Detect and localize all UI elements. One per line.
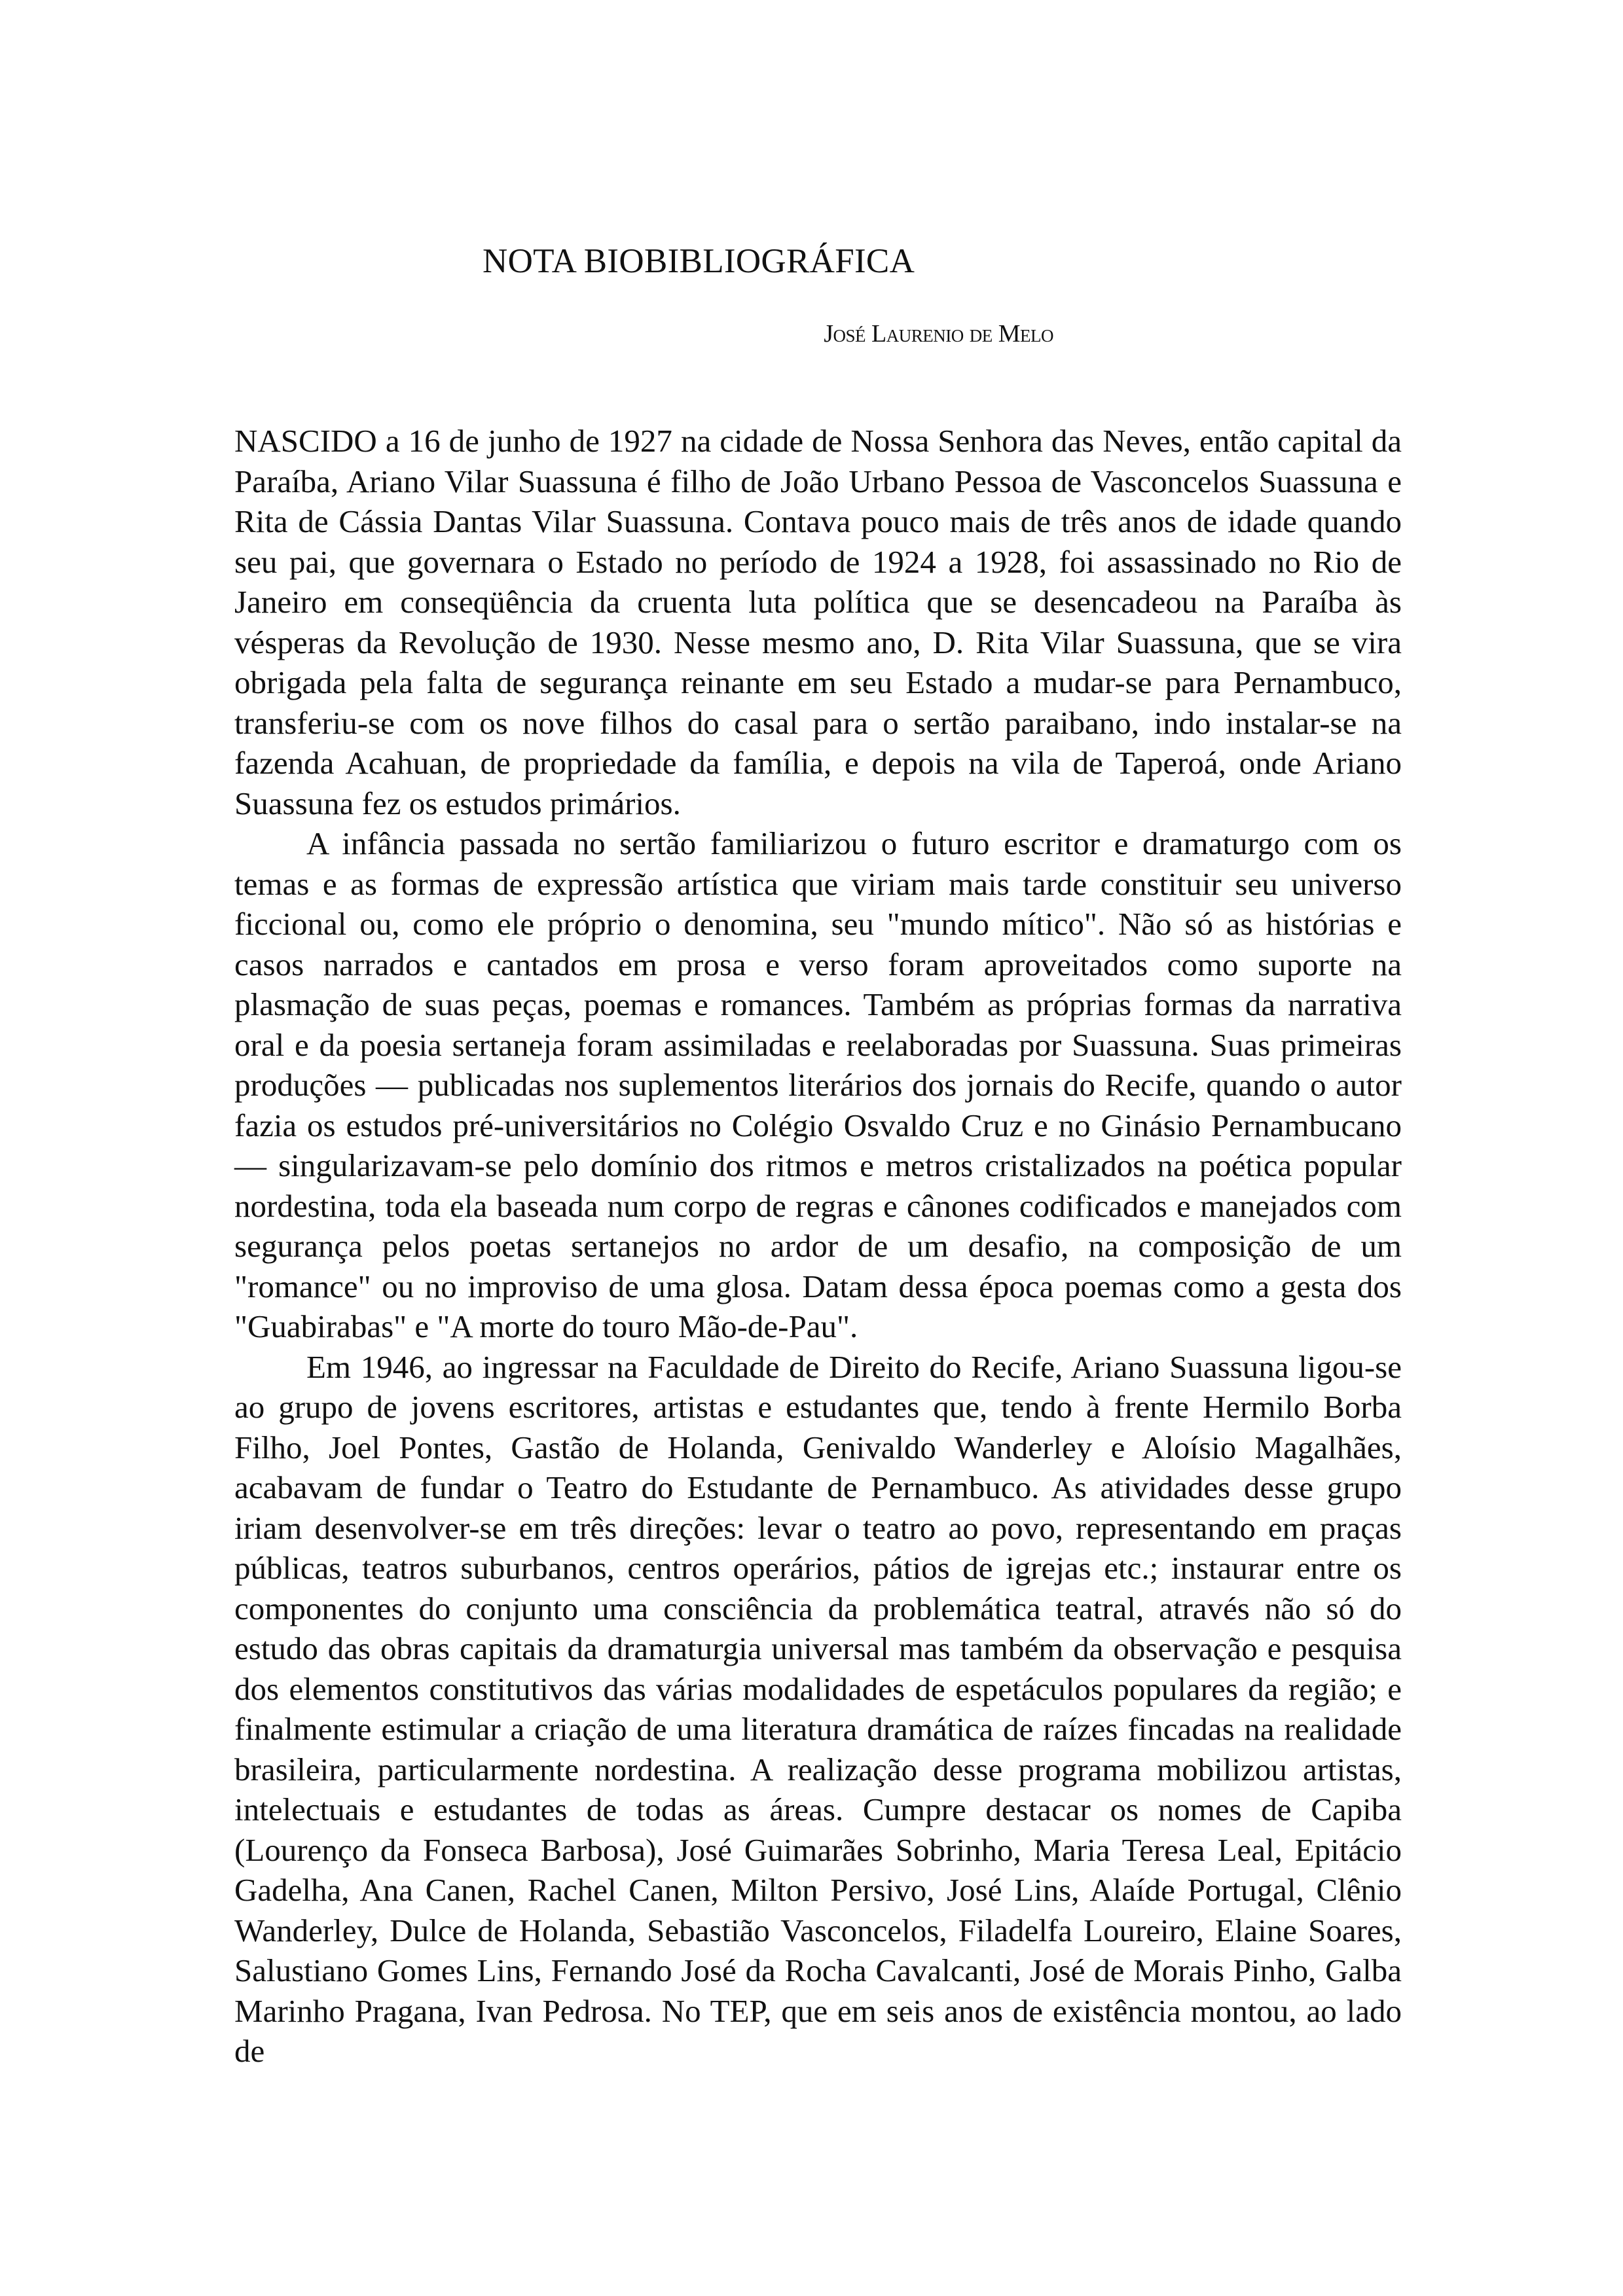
paragraph-3: Em 1946, ao ingressar na Faculdade de Direito do Recife, Ariano Suassuna ligou-se ao grupo de jovens escritores, artistas e estudantes que, tendo à frente Hermilo Borba Filho, Joel Pontes, Gastão de Holanda, Genivaldo Wanderley e Aloísio Magalhães, acabavam de fundar o Teatro do Estudante de Pernambuco. As atividades desse grupo iriam desenvolver-se em três direções: levar o teatro ao povo, representando em praças públicas, teatros suburbanos, centros operários, pátios de igrejas etc.; instaurar entre os componentes do conjunto uma consciência da problemática teatral, através não só do estudo das obras capitais da dramaturgia universal mas também da observação e pesquisa dos elementos constitutivos das várias modalidades de espetáculos populares da região; e finalmente estimular a criação de uma literatura dramática de raízes fincadas na realidade brasileira, particularmente nordestina. A realização desse programa mobilizou artistas, intelectuais e estudantes de todas as áreas. Cumpre destacar os nomes de Capiba (Lourenço da Fonseca Barbosa), José Guimarães Sobrinho, Maria Teresa Leal, Epitácio Gadelha, Ana Canen, Rachel Canen, Milton Persivo, José Lins, Alaíde Portugal, Clênio Wanderley, Dulce de Holanda, Sebastião Vasconcelos, Filadelfa Loureiro, Elaine Soares, Salustiano Gomes Lins, Fernando José da Rocha Cavalcanti, José de Morais Pinho, Galba Marinho Pragana, Ivan Pedrosa. No TEP, que em seis anos de existência montou, ao lado de [234, 1348, 1402, 2069]
paragraph-2: A infância passada no sertão familiarizou o futuro escritor e dramaturgo com os temas e as formas de expressão artística que viriam mais tarde constituir seu universo ficcional ou, como ele próprio o denomina, seu "mundo mítico". Não só as histórias e casos narrados e cantados em prosa e verso foram aproveitados como suporte na plasmação de suas peças, poemas e romances. Também as próprias formas da narrativa oral e da poesia sertaneja foram assimiladas e reelaboradas por Suassuna. Suas primeiras produções — publicadas nos suplementos literários dos jornais do Recife, quando o autor fazia os estudos pré-universitários no Colégio Osvaldo Cruz e no Ginásio Pernambucano — singularizavam-se pelo domínio dos ritmos e metros cristalizados na poética popular nordestina, toda ela baseada num corpo de regras e cânones codificados e manejados com segurança pelos poetas sertanejos no ardor de um desafio, na composição de um "romance" ou no improviso de uma glosa. Datam dessa época poemas como a gesta dos "Guabirabas" e "A morte do touro Mão-de-Pau". [234, 825, 1402, 1344]
body-text [234, 421, 1402, 2072]
paragraph-1: NASCIDO a 16 de junho de 1927 na cidade de Nossa Senhora das Neves, então capital da Paraíba, Ariano Vilar Suassuna é filho de João Urbano Pessoa de Vasconcelos Suassuna e Rita de Cássia Dantas Vilar Suassuna. Contava pouco mais de três anos de idade quando seu pai, que governara o Estado no período de 1924 a 1928, foi assassinado no Rio de Janeiro em conseqüência da cruenta luta política que se desencadeou na Paraíba às vésperas da Revolução de 1930. Nesse mesmo ano, D. Rita Vilar Suassuna, que se vira obrigada pela falta de segurança reinante em seu Estado a mudar-se para Pernambuco, transferiu-se com os nove filhos do casal para o sertão paraibano, indo instalar-se na fazenda Acahuan, de propriedade da família, e depois na vila de Taperoá, onde Ariano Suassuna fez os estudos primários. [234, 423, 1402, 821]
author-name: José Laurenio de Melo [824, 320, 1053, 348]
document-title: NOTA BIOBIBLIOGRÁFICA [483, 242, 915, 280]
